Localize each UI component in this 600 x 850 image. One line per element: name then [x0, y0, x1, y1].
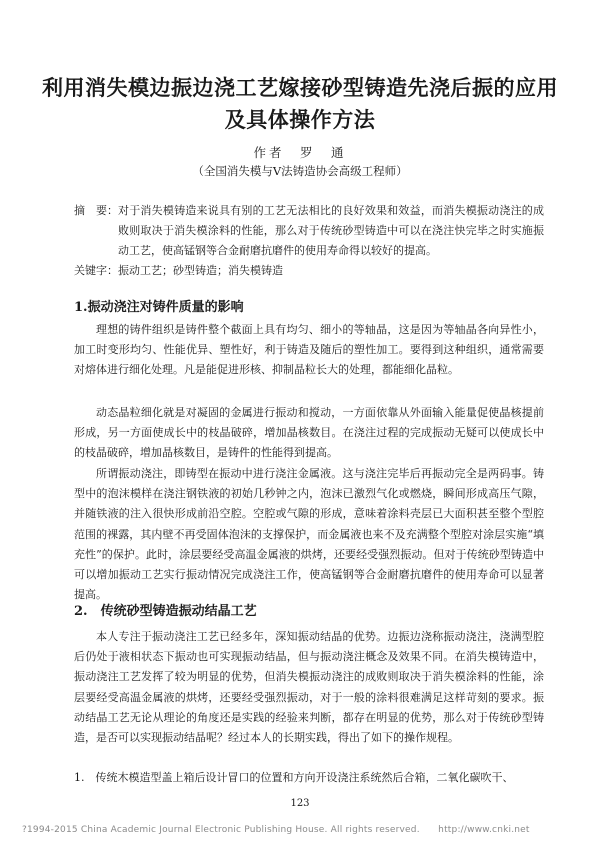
author-line: 作者 罗 通: [253, 145, 347, 160]
article-title: 利用消失模边振边浇工艺嫁接砂型铸造先浇后振的应用及具体操作方法: [42, 75, 558, 132]
section-2-step-1: 1. 传统木模造型盖上箱后设计冒口的位置和方向开设浇注系统然后合箱，二氧化碳吹干、: [74, 771, 514, 784]
copyright-footer: ?1994-2015 China Academic Journal Electronic Publishing House. All rights reserved. http://www.cnki.net: [22, 825, 530, 835]
page-number: 123: [290, 798, 310, 809]
section-1-paragraph-2: 动态晶粒细化就是对凝固的金属进行振动和搅动，一方面依靠从外面输入能量促使晶核提前形成，另一方面使成长中的枝晶破碎，增加晶核数目。在浇注过程的完成振动无疑可以使成长中的枝晶破碎，增加晶核数目，是铸件的性能得到提高。: [74, 406, 544, 460]
section-2-paragraph-1: 本人专注于振动浇注工艺已经多年，深知振动结晶的优势。边振边浇称振动浇注，浇满型腔后仍处于液相状态下振动也可实现振动结晶，但与振动浇注概念及效果不同。在消失模铸造中，振动浇注工艺发挥了较为明显的优势，但消失模振动浇注的成败则取决于消失模涂料的性能，涂层要经受高温金属液的烘烤，还要经受强烈振动，对于一般的涂料很难满足这样苛刻的要求。振动结晶工艺无论从理论的角度还是实践的经验来判断，都存在明显的优势，那么对于传统砂型铸造，是否可以实现振动结晶呢？经过本人的长期实践，得出了如下的操作规程。: [74, 630, 544, 745]
keywords-label: 关键字：: [74, 264, 118, 277]
section-1-heading: 1.振动浇注对铸件质量的影响: [74, 300, 244, 315]
section-1-paragraph-3: 所谓振动浇注，即铸型在振动中进行浇注金属液。这与浇注完毕后再振动完全是两码事。铸型中的泡沫模样在浇注钢铁液的初始几秒钟之内，泡沫已激烈气化或燃烧，瞬间形成高压气隙，并随铁液的注入很快形成前沿空腔。空腔或气隙的形成，意味着涂料壳层已大面积甚至整个型腔范围的裸露，其内壁不再受固体泡沫的支撑保护，而金属液也来不及充满整个型腔对涂层实施“填充性”的保护。此时，涂层要经受高温金属液的烘烤，还要经受强烈振动。但对于传统砂型铸造中可以增加振动工艺实行振动情况完成浇注工作，使高锰钢等合金耐磨抗磨件的使用寿命可以显著提高。: [74, 467, 544, 602]
abstract-block: [74, 201, 544, 261]
keywords-line: [74, 261, 544, 281]
abstract-text: 对于消失模铸造来说具有别的工艺无法相比的良好效果和效益，而消失模振动浇注的成败则取决于消失模涂料的性能，那么对于传统砂型铸造中可以在浇注快完毕之时实施振动工艺，使高锰钢等合金耐磨抗磨件的使用寿命得以较好的提高。: [118, 204, 544, 257]
abstract-label: 摘 要：: [74, 204, 118, 217]
keywords-text: 振动工艺；砂型铸造；消失模铸造: [118, 264, 283, 277]
section-1-paragraph-1: 理想的铸件组织是铸件整个截面上具有均匀、细小的等轴晶，这是因为等轴晶各向异性小，加工时变形均匀、性能优异、塑性好，利于铸造及随后的塑性加工。要得到这种组织，通常需要对熔体进行细化处理。凡是能促进形核、抑制晶粒长大的处理，都能细化晶粒。: [74, 323, 544, 377]
author-affiliation: （全国消失模与Ⅴ法铸造协会高级工程师）: [192, 164, 408, 178]
section-2-heading: 2. 传统砂型铸造振动结晶工艺: [74, 604, 257, 619]
